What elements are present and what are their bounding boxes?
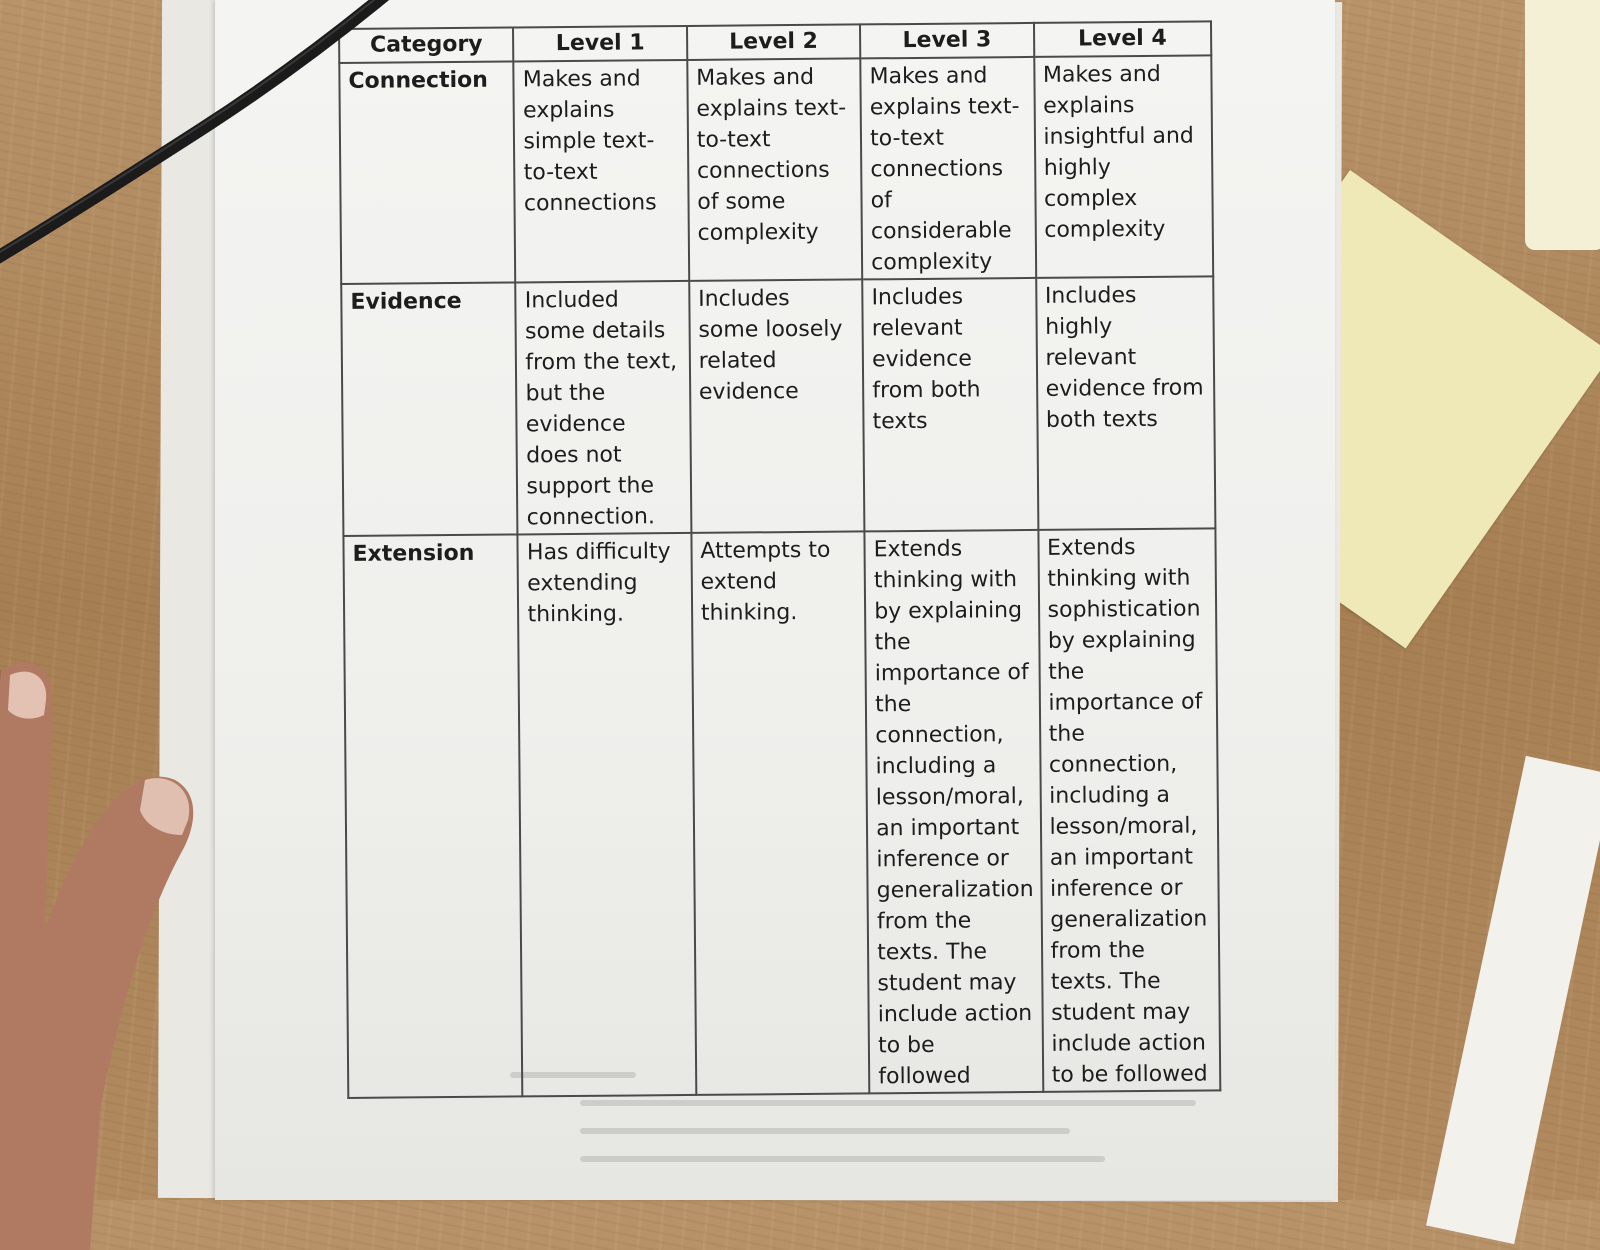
extension-level-1: Has difficulty extending thinking. [518,533,696,1096]
header-level-2: Level 2 [687,24,861,60]
connection-level-2: Makes and explains text-to-text connections of some complexity [687,58,862,281]
evidence-level-1: Included some details from the text, but the evidence does not support the connection. [516,281,692,535]
category-evidence: Evidence [341,282,518,536]
header-level-4: Level 4 [1033,21,1211,57]
category-extension: Extension [343,534,522,1098]
extension-level-2: Attempts to extend thinking. [691,531,869,1094]
table-row-extension [343,528,1220,1098]
header-level-3: Level 3 [860,23,1034,59]
connection-level-3: Makes and explains text-to-text connections of considerable complexity [860,57,1035,280]
extension-level-4: Extends thinking with sophistication by explaining the importance of the connection, including a lesson/moral, an important inference or generalization from the texts. The student may include action to be followed [1038,528,1220,1092]
evidence-level-4: Includes highly relevant evidence from both texts [1036,276,1216,530]
rubric-table [338,20,1221,1099]
paper-edge-right [1426,756,1600,1244]
sticky-note-top [1525,0,1600,250]
extension-level-3: Extends thinking with by explaining the importance of the connection, including a lesson/moral, an important inference or generalization from the texts. The student may include action to be followed [865,530,1043,1093]
connection-level-1: Makes and explains simple text-to-text connections [514,60,689,283]
header-category: Category [339,27,514,63]
connection-level-4: Makes and explains insightful and highly complex complexity [1034,55,1213,278]
table-row-evidence [341,276,1215,536]
table-row-connection [339,55,1213,284]
category-connection: Connection [339,61,515,284]
header-level-1: Level 1 [513,26,687,62]
evidence-level-3: Includes relevant evidence from both texts [862,278,1038,532]
evidence-level-2: Includes some loosely related evidence [689,279,865,533]
